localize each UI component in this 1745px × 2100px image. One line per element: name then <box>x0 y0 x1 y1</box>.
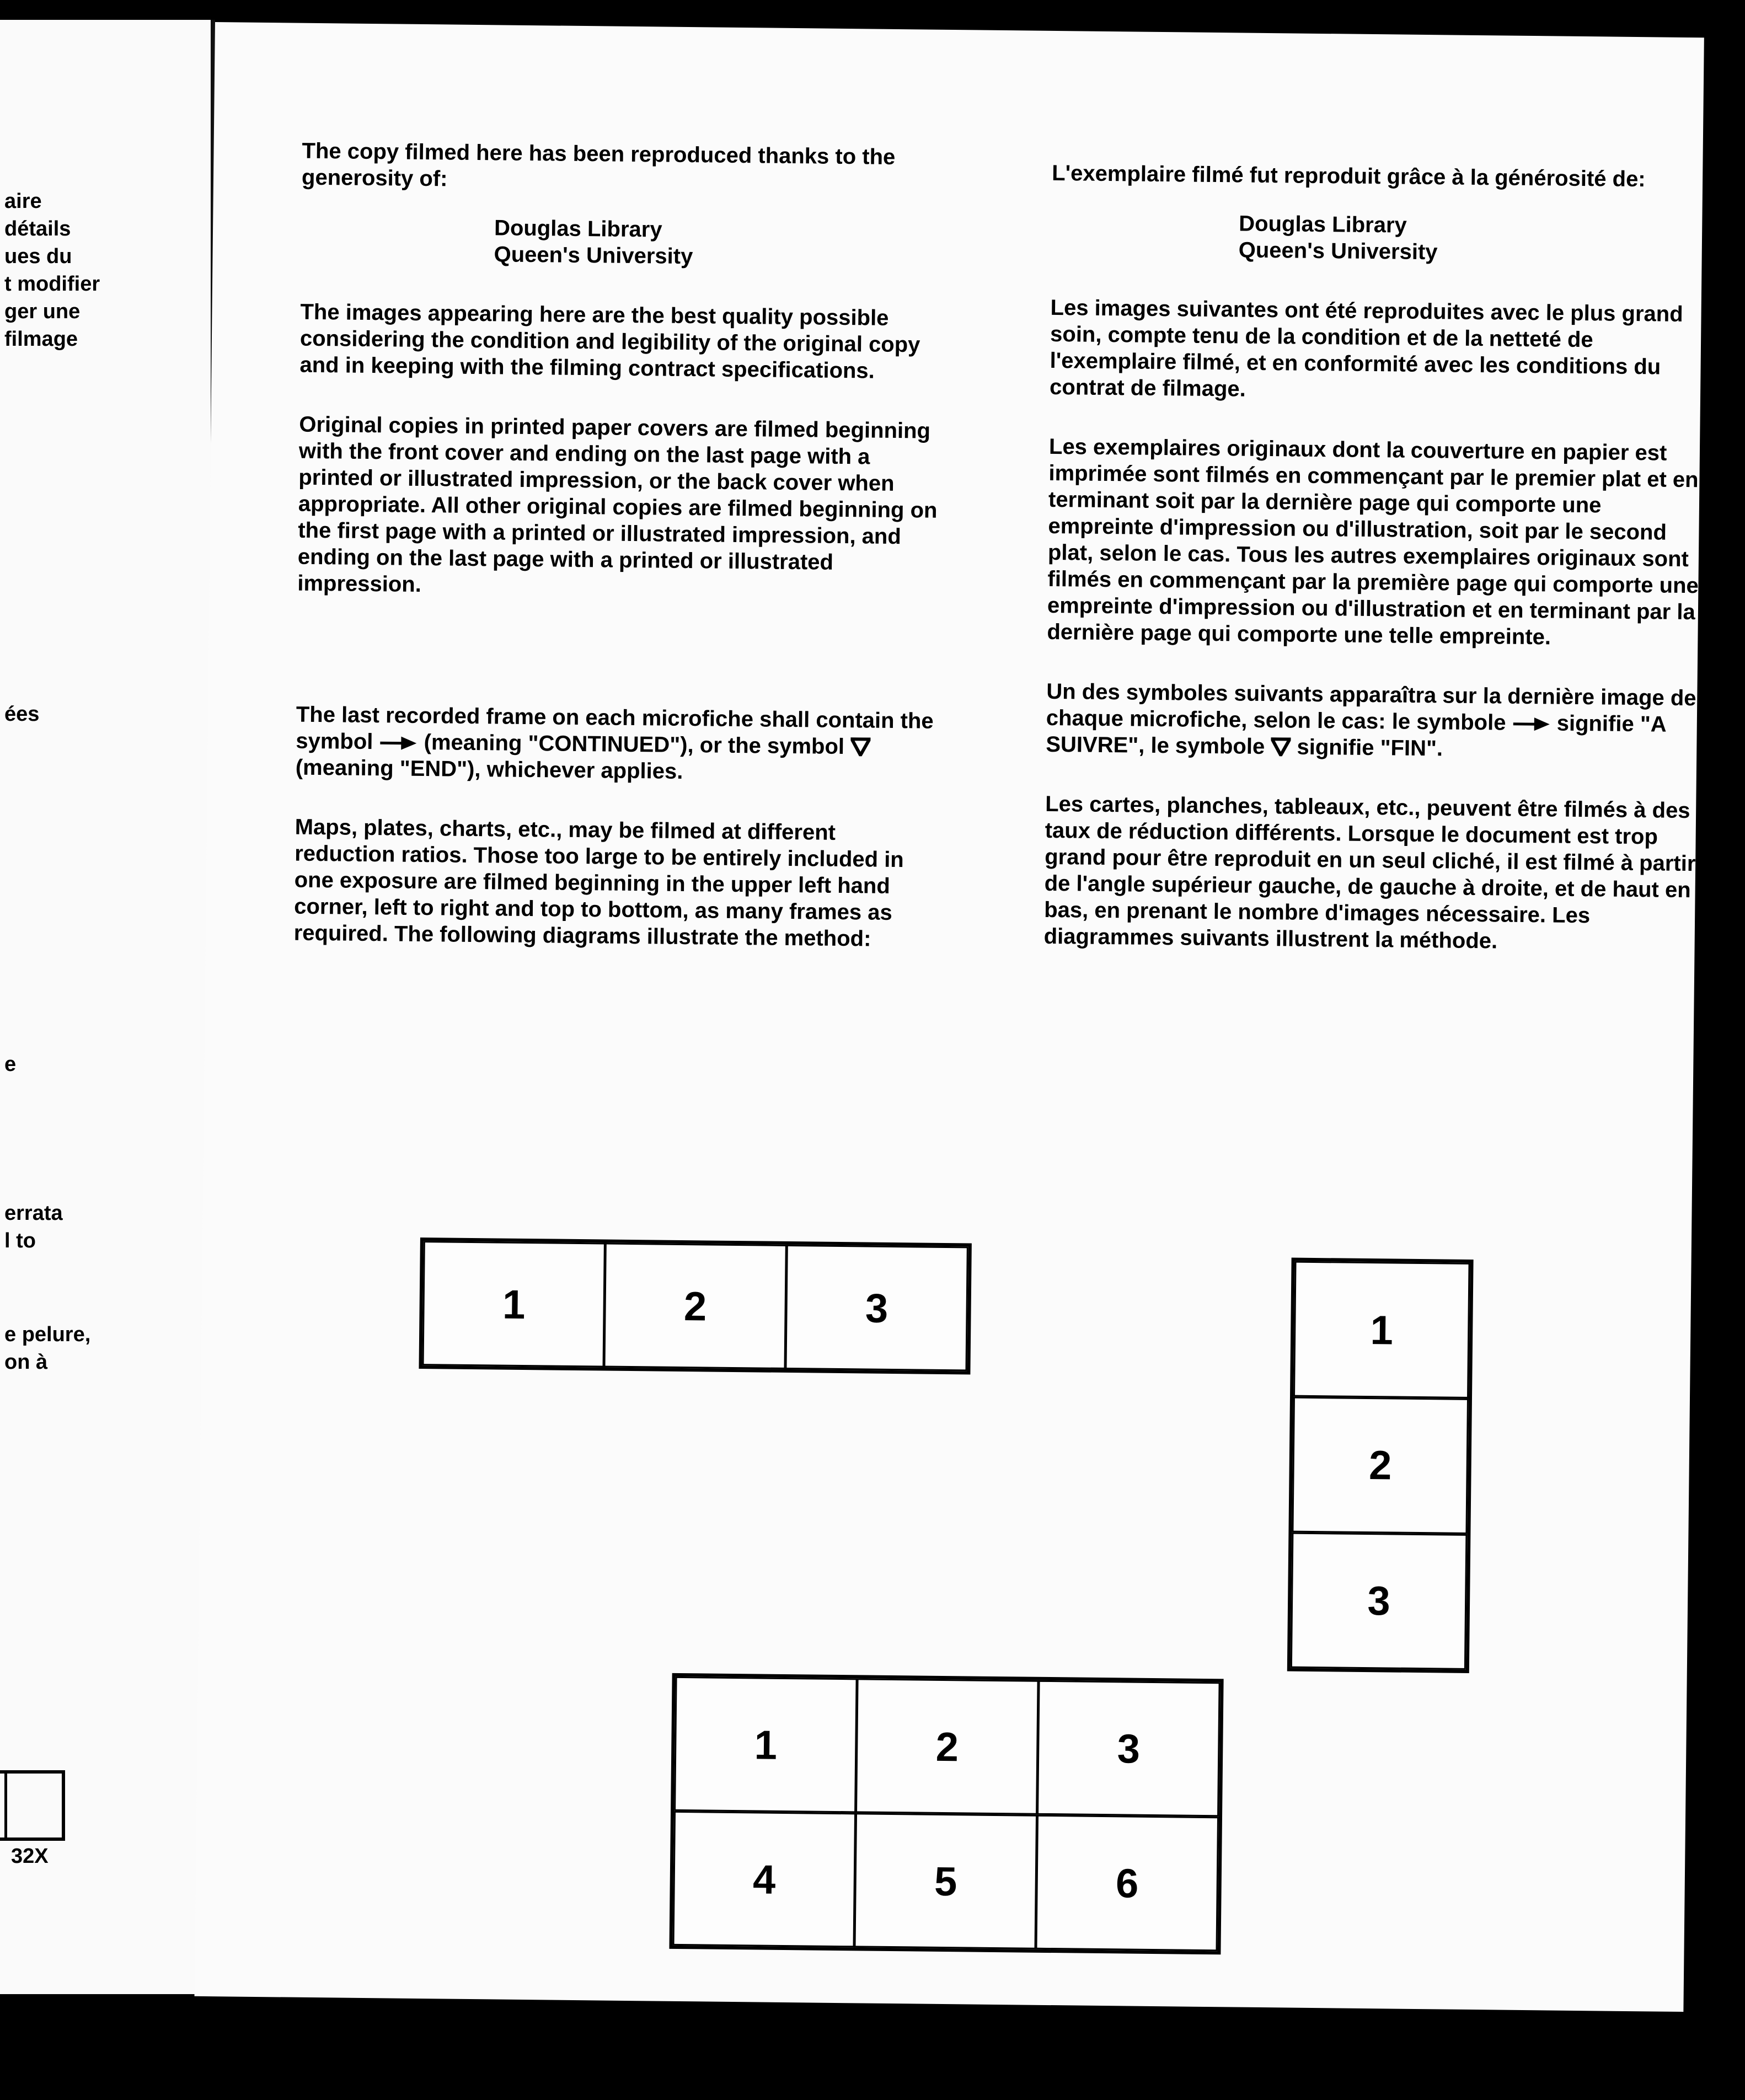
adjacent-page-fragment-pelure <box>4 1321 90 1376</box>
diagram-cell: 5 <box>854 1813 1038 1949</box>
covers-paragraph: Les exemplaires originaux dont la couverture en papier est imprimée sont filmés en commençant par le premier plat et en terminant soit par la dernière page qui comporte une empreinte d'impression ou d'illustration, soit par le second plat, selon le cas. Tous les autres exemplaires originaux sont filmés en commençant par la première page qui comporte une empreinte d'impression ou d'illustration et en terminant par la dernière page qui comporte une telle empreinte. <box>1047 434 1699 650</box>
symbol-paragraph <box>296 701 936 788</box>
filming-notice-page <box>195 22 1704 2012</box>
fragment-line: t modifier <box>4 272 100 296</box>
diagram-cell: 2 <box>603 1243 786 1369</box>
fragment-line: ées <box>4 703 40 726</box>
magnification-box <box>0 1770 65 1841</box>
diagram-cell: 1 <box>674 1676 858 1813</box>
diagram-cell: 3 <box>1037 1680 1221 1817</box>
symbol-text-2: (meaning "CONTINUED"), or the symbol <box>424 730 845 759</box>
diagram-cell: 1 <box>1293 1261 1470 1399</box>
diagram-grid <box>669 1673 1223 1954</box>
covers-paragraph: Original copies in printed paper covers are filmed beginning with the front cover and ending on the last page with a printed or illustrated impression, or the back cover when appropriate. All other original copies are filmed beginning on the first page with a printed or illustrated impression, and ending on the last page with a printed or illustrated impression. <box>297 412 938 597</box>
adjacent-page-fragment-errata <box>4 1199 63 1255</box>
quality-paragraph: Les images suivantes ont été reproduites avec le plus grand soin, compte tenu de la condition et de la netteté de l'exemplaire filmé, et en conformité avec les conditions du contrat de filmage. <box>1049 295 1683 401</box>
diagram-cell: 4 <box>673 1811 857 1947</box>
diagram-cell: 6 <box>1035 1815 1219 1951</box>
diagram-cell: 1 <box>422 1241 606 1367</box>
diagram-horizontal <box>419 1238 971 1374</box>
french-column <box>1043 160 1708 956</box>
symbol-text-1: Un des symboles suivants apparaîtra sur la dernière image de chaque microfiche, selon le cas: le symbole <box>1046 679 1696 735</box>
fragment-line: e pelure, <box>4 1323 91 1346</box>
library-name: Douglas Library <box>494 216 662 242</box>
diagram-vertical <box>1287 1258 1474 1673</box>
fragment-line: on à <box>4 1351 48 1374</box>
fragment-line: ues du <box>4 245 72 268</box>
magnification-label: 32X <box>11 1845 49 1868</box>
symbol-paragraph <box>1046 678 1703 764</box>
triangle-down-icon <box>850 737 870 756</box>
library-name: Douglas Library <box>1239 211 1407 238</box>
fragment-line: détails <box>4 217 71 240</box>
maps-paragraph: Maps, plates, charts, etc., may be filmed at different reduction ratios. Those too large to be entirely included in one exposure are filmed beginning in the upper left hand corner, left to right and top to bottom, as many frames as required. The following diagrams illustrate the method: <box>293 815 904 951</box>
fragment-line: l to <box>4 1229 36 1252</box>
university-name: Queen's University <box>1238 238 1438 265</box>
fragment-line: errata <box>4 1202 63 1225</box>
diagram-cell: 2 <box>1292 1396 1469 1534</box>
intro-text: L'exemplaire filmé fut reproduit grâce à la générosité de: <box>1051 160 1646 192</box>
arrow-right-icon <box>1512 716 1550 733</box>
symbol-text-2: signifie "A SUIVRE", le symbole <box>1046 711 1666 759</box>
university-name: Queen's University <box>494 242 693 269</box>
symbol-text-1: The last recorded frame on each microfiche shall contain the symbol <box>296 702 934 754</box>
arrow-right-icon <box>379 735 417 752</box>
fragment-line: ger une <box>4 300 81 323</box>
quality-paragraph: The images appearing here are the best quality possible considering the condition and legibility of the original copy and in keeping with the filming contract specifications. <box>299 299 920 383</box>
diagram-cell: 3 <box>785 1245 968 1371</box>
diagram-cell: 3 <box>1291 1532 1468 1670</box>
adjacent-page-fragment-top <box>4 188 100 353</box>
library-credit <box>301 213 941 272</box>
diagram-cell: 2 <box>855 1678 1039 1814</box>
intro-text: The copy filmed here has been reproduced thanks to the generosity of: <box>301 138 896 191</box>
library-credit <box>1051 208 1708 268</box>
fragment-line: filmage <box>4 328 78 351</box>
symbol-text-3: (meaning "END"), whichever applies. <box>295 755 683 784</box>
maps-paragraph: Les cartes, planches, tableaux, etc., peuvent être filmés à des taux de réduction différents. Lorsque le document est trop grand pour être reproduit en un seul cliché, il est filmé à partir de l'angle supérieur gauche, de gauche à droite, et de haut en bas, en prenant le nombre d'images nécessaire. Les diagrammes suivants illustrent la méthode. <box>1043 791 1696 953</box>
symbol-text-3: signifie "FIN". <box>1297 735 1443 761</box>
fragment-line: e <box>4 1053 17 1076</box>
triangle-down-icon <box>1271 737 1291 756</box>
english-column <box>293 138 941 953</box>
fragment-line: aire <box>4 190 42 213</box>
